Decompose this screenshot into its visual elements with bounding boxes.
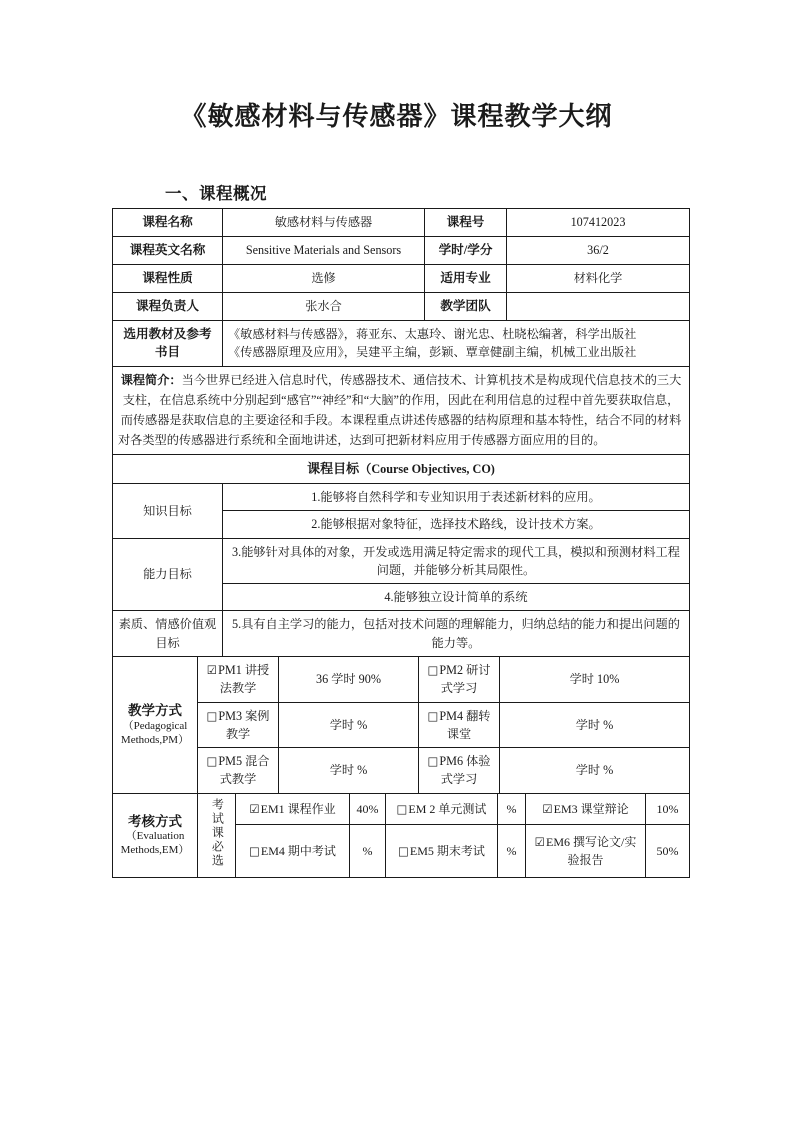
cell-course-intro xyxy=(113,367,690,455)
textbook-item: 《传感器原理及应用》，吴建平主编，彭颖、覃章健副主编，机械工业出版社 xyxy=(228,345,637,360)
em-option-em5[interactable] xyxy=(386,825,498,878)
table-row-objective xyxy=(113,611,690,657)
cell-label-applicable-major: 适用专业 xyxy=(425,264,507,292)
cell-value-applicable-major: 材料化学 xyxy=(507,264,690,292)
cell-value-textbooks xyxy=(223,320,690,367)
objectives-header-cn: 课程目标 xyxy=(307,461,360,477)
cell-label-teaching-team: 教学团队 xyxy=(425,292,507,320)
evaluation-label-en-1: （Evaluation xyxy=(125,830,185,843)
table-row-pm xyxy=(113,702,690,748)
pm-option-label: PM1 讲授法教学 xyxy=(218,662,270,696)
checkbox-unchecked-icon[interactable]: □ xyxy=(427,754,439,769)
cell-objective-item: 5.具有自主学习的能力，包括对技术问题的理解能力，归纳总结的能力和提出问题的能力等。 xyxy=(223,611,690,657)
checkbox-unchecked-icon[interactable]: □ xyxy=(427,662,439,677)
cell-value-hours-credits: 36/2 xyxy=(507,236,690,264)
table-row-objective xyxy=(113,483,690,510)
pm-option-label: PM3 案例教学 xyxy=(218,708,270,741)
cell-value-course-nature: 选修 xyxy=(223,264,425,292)
cell-objective-item: 3.能够针对具体的对象，开发或选用满足特定需求的现代工具，模拟和预测材料工程问题，并能够分析其局限性。 xyxy=(223,538,690,584)
em-option-label: EM5 期末考试 xyxy=(409,844,485,859)
em-option-label: EM1 课程作业 xyxy=(260,801,336,816)
cell-objective-item: 1.能够将自然科学和专业知识用于表述新材料的应用。 xyxy=(223,483,690,510)
cell-value-course-code: 107412023 xyxy=(507,209,690,237)
course-intro-paragraph xyxy=(118,373,681,446)
cell-label-course-nature: 课程性质 xyxy=(113,264,223,292)
pm-option-pm1[interactable] xyxy=(198,656,279,702)
pedagogical-label-cn: 教学方式 xyxy=(128,703,182,719)
table-row xyxy=(113,292,690,320)
evaluation-label-en-2: Methods,EM） xyxy=(120,844,190,857)
pm-hours-pm6: 学时 % xyxy=(500,748,690,794)
cell-value-teaching-team xyxy=(507,292,690,320)
table-row-objectives-header xyxy=(113,455,690,484)
pm-option-label: PM4 翻转课堂 xyxy=(439,708,491,741)
pm-option-label: PM2 研讨式学习 xyxy=(439,662,491,696)
pm-hours-pm2: 学时 10% xyxy=(500,656,690,702)
em-option-em2[interactable] xyxy=(386,793,498,825)
pm-option-label: PM5 混合式教学 xyxy=(218,754,270,787)
cell-value-course-leader: 张水合 xyxy=(223,292,425,320)
table-row-pm xyxy=(113,656,690,702)
em-percent-em2: % xyxy=(498,793,526,825)
evaluation-methods-table xyxy=(112,793,690,878)
cell-label-knowledge-objectives: 知识目标 xyxy=(113,483,223,538)
course-overview-table-wrap xyxy=(112,208,689,878)
exam-required-label: 考试课必选 xyxy=(210,797,225,868)
pm-option-pm6[interactable] xyxy=(419,748,500,794)
objectives-header-en: （Course Objectives, CO) xyxy=(359,462,495,477)
cell-objective-item: 2.能够根据对象特征，选择技术路线，设计技术方案。 xyxy=(223,511,690,538)
checkbox-checked-icon[interactable]: ☑ xyxy=(542,801,553,816)
table-row-em xyxy=(113,793,690,825)
section-heading-course-overview: 一、课程概况 xyxy=(165,184,267,203)
cell-objective-item: 4.能够独立设计简单的系统 xyxy=(223,584,690,611)
cell-value-course-name: 敏感材料与传感器 xyxy=(223,209,425,237)
evaluation-label-cn: 考核方式 xyxy=(128,813,182,829)
checkbox-unchecked-icon[interactable]: □ xyxy=(398,844,409,859)
cell-label-course-code: 课程号 xyxy=(425,209,507,237)
pm-option-pm2[interactable] xyxy=(419,656,500,702)
cell-exam-required-vertical xyxy=(198,793,236,877)
textbook-item: 《敏感材料与传感器》，蒋亚东、太惠玲、谢光忠、杜晓松编著，科学出版社 xyxy=(228,327,637,342)
cell-label-course-name: 课程名称 xyxy=(113,209,223,237)
pm-option-pm4[interactable] xyxy=(419,702,500,748)
pm-hours-pm5: 学时 % xyxy=(279,748,419,794)
checkbox-unchecked-icon[interactable]: □ xyxy=(427,708,439,723)
checkbox-unchecked-icon[interactable]: □ xyxy=(396,801,408,816)
page-title: 《敏感材料与传感器》课程教学大纲 xyxy=(180,102,613,131)
pedagogical-label-en-2: Methods,PM） xyxy=(120,733,190,746)
em-percent-em5: % xyxy=(498,825,526,878)
em-percent-em1: 40% xyxy=(350,793,386,825)
pm-hours-pm1: 36 学时 90% xyxy=(279,656,419,702)
cell-label-textbooks: 选用教材及参考书目 xyxy=(113,320,223,367)
em-percent-em6: 50% xyxy=(646,825,690,878)
table-row-pm xyxy=(113,748,690,794)
table-row xyxy=(113,209,690,237)
em-option-em3[interactable] xyxy=(526,793,646,825)
pedagogical-methods-table xyxy=(112,656,690,794)
em-option-em6[interactable] xyxy=(526,825,646,878)
checkbox-checked-icon[interactable]: ☑ xyxy=(206,662,218,677)
em-option-label: EM4 期中考试 xyxy=(260,844,336,859)
table-row-objective xyxy=(113,538,690,584)
table-row-textbooks xyxy=(113,320,690,367)
table-row-intro xyxy=(113,367,690,455)
em-percent-em3: 10% xyxy=(646,793,690,825)
table-row xyxy=(113,264,690,292)
pm-option-pm3[interactable] xyxy=(198,702,279,748)
em-percent-em4: % xyxy=(350,825,386,878)
pedagogical-label-en-1: （Pedagogical xyxy=(122,719,188,732)
cell-label-quality-objectives: 素质、情感价值观目标 xyxy=(113,611,223,657)
cell-label-english-name: 课程英文名称 xyxy=(113,236,223,264)
cell-objectives-header xyxy=(113,455,690,484)
em-option-em4[interactable] xyxy=(236,825,350,878)
cell-label-pedagogical-methods xyxy=(113,656,198,793)
cell-value-english-name: Sensitive Materials and Sensors xyxy=(223,236,425,264)
em-option-label: EM 2 单元测试 xyxy=(408,801,487,816)
cell-label-course-leader: 课程负责人 xyxy=(113,292,223,320)
cell-label-evaluation-methods xyxy=(113,793,198,877)
checkbox-unchecked-icon[interactable]: □ xyxy=(206,754,218,769)
em-option-label: EM6 撰写论文/实验报告 xyxy=(545,835,637,868)
checkbox-checked-icon[interactable]: ☑ xyxy=(249,801,260,816)
checkbox-unchecked-icon[interactable]: □ xyxy=(249,844,260,859)
cell-label-hours-credits: 学时/学分 xyxy=(425,236,507,264)
course-intro-label: 课程简介： xyxy=(120,373,182,388)
em-option-label: EM3 课堂辩论 xyxy=(553,801,629,816)
checkbox-checked-icon[interactable]: ☑ xyxy=(534,835,545,850)
cell-label-ability-objectives: 能力目标 xyxy=(113,538,223,611)
pm-hours-pm3: 学时 % xyxy=(279,702,419,748)
pm-option-label: PM6 体验式学习 xyxy=(439,754,491,787)
pm-option-pm5[interactable] xyxy=(198,748,279,794)
course-intro-text: 当今世界已经进入信息时代，传感器技术、通信技术、计算机技术是构成现代信息技术的三大支柱，在信息系统中分别起到“感官”“神经”和“大脑”的作用，因此在利用信息的过程中首先要获取信息，而传感器是获取信息的主要途径和手段。本课程重点讲述传感器的结构原理和基本特性，结合不同的材料对各类型的传感器进行系统和全面地讲述，达到可把新材料应用于传感器方面应用的目的。 xyxy=(118,373,682,447)
course-overview-table xyxy=(112,208,690,657)
table-row xyxy=(113,236,690,264)
em-option-em1[interactable] xyxy=(236,793,350,825)
checkbox-unchecked-icon[interactable]: □ xyxy=(206,708,218,723)
pm-hours-pm4: 学时 % xyxy=(500,702,690,748)
